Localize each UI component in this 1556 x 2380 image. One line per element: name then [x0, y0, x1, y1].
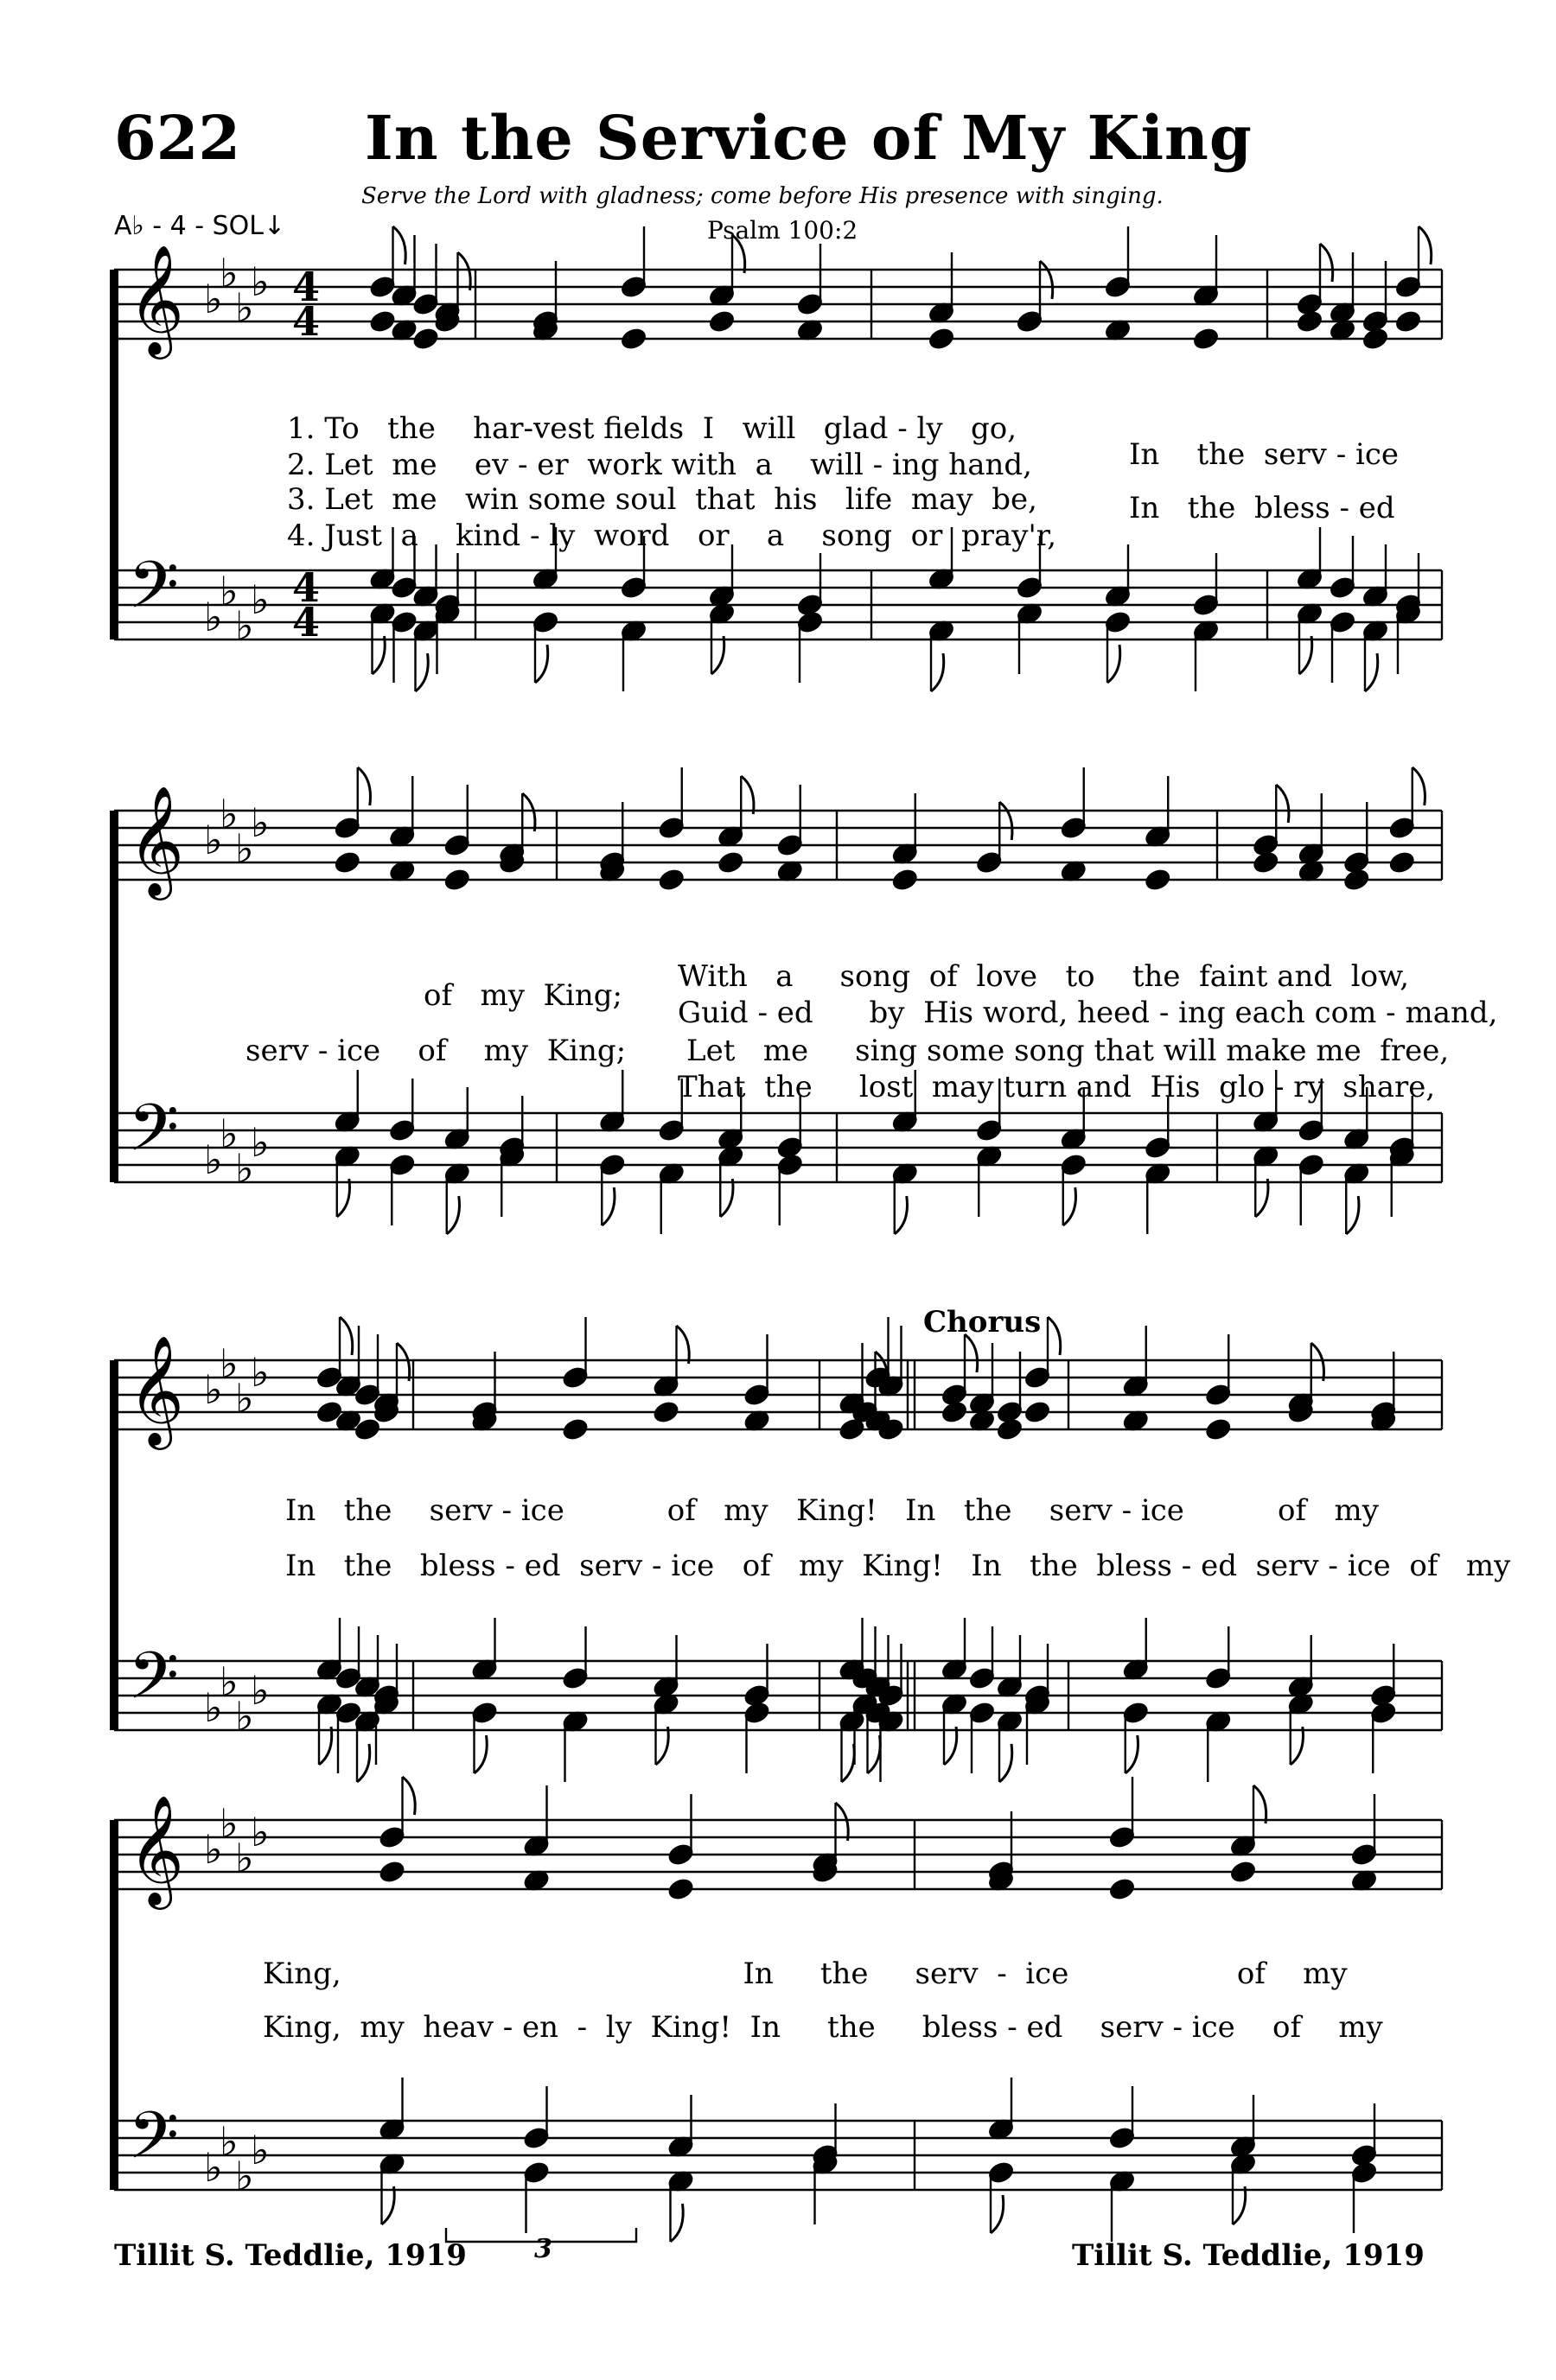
- note-head: [1343, 868, 1370, 891]
- flat-sign: ♭: [220, 568, 239, 614]
- flat-sign: ♭: [235, 825, 254, 872]
- note-flag: [1413, 767, 1425, 805]
- flat-sign: ♭: [220, 1110, 239, 1157]
- lyric-refrain-a-line-2: of my King;: [424, 978, 622, 1013]
- note-flag: [357, 1744, 370, 1782]
- note-flag: [358, 767, 371, 805]
- note-head: [369, 309, 396, 333]
- flat-sign: ♭: [251, 1667, 270, 1714]
- note-flag: [741, 776, 754, 814]
- note-head: [1024, 1400, 1050, 1423]
- treble-clef: 𝄞: [128, 244, 185, 354]
- bass-clef: 𝄢: [128, 547, 180, 640]
- note-head: [996, 1417, 1023, 1441]
- note-head: [941, 1400, 967, 1423]
- flat-sign: ♭: [220, 250, 239, 296]
- lyric-verse-2-line-2: Guid - ed by His word, heed - ing each com - mand,: [678, 996, 1498, 1030]
- note-head: [653, 1400, 679, 1423]
- note-flag: [1126, 1735, 1138, 1773]
- time-signature: 4: [292, 298, 321, 345]
- author-credit: Tillit S. Teddlie, 1919: [1072, 2238, 1425, 2273]
- note-flag: [1419, 226, 1432, 264]
- flat-sign: ♭: [251, 2127, 270, 2173]
- note-flag: [1311, 1343, 1324, 1381]
- flat-sign: ♭: [204, 1826, 223, 1873]
- note-flag: [868, 1735, 881, 1773]
- note-head: [334, 850, 360, 874]
- hymn-number: 622: [114, 102, 241, 174]
- flat-sign: ♭: [235, 284, 254, 331]
- lyric-verse-4-line-2: That the lost may turn and His glo - ry share,: [678, 1070, 1436, 1104]
- flat-sign: ♭: [204, 2144, 223, 2191]
- note-head: [562, 1417, 589, 1441]
- flat-sign: ♭: [251, 576, 270, 623]
- lyric-refrain-b-line-1: In the bless - ed: [1129, 491, 1395, 525]
- note-flag: [991, 2195, 1004, 2233]
- note-flag: [397, 1343, 410, 1381]
- flat-sign: ♭: [204, 1136, 223, 1183]
- note-head: [1394, 309, 1421, 333]
- treble-clef: 𝄞: [128, 785, 185, 895]
- note-head: [1108, 1877, 1135, 1900]
- composer-credit: Tillit S. Teddlie, 1919: [114, 2238, 467, 2273]
- note-head: [1229, 1860, 1256, 1883]
- flat-sign: ♭: [235, 1835, 254, 1881]
- note-head: [1296, 309, 1323, 333]
- flat-sign: ♭: [204, 817, 223, 863]
- lyric-chorus-line-2a: King, In the serv - ice of my: [263, 1957, 1348, 1991]
- note-head: [708, 309, 735, 333]
- flat-sign: ♭: [204, 1366, 223, 1413]
- flat-sign: ♭: [251, 1349, 270, 1396]
- flat-sign: ♭: [235, 1145, 254, 1192]
- note-flag: [965, 1334, 978, 1372]
- note-head: [1192, 327, 1219, 350]
- note-flag: [656, 1727, 669, 1765]
- note-flag: [1365, 653, 1378, 691]
- note-head: [667, 1877, 694, 1900]
- lyric-chorus-line-2b: King, my heav - en - ly King! In the bless - ed serv - ice of my: [263, 2010, 1383, 2045]
- note-head: [412, 327, 439, 350]
- time-signature: 4: [292, 264, 321, 310]
- lyric-verse-1-line-2: With a song of love to the faint and low,: [678, 959, 1409, 994]
- note-flag: [1320, 244, 1333, 282]
- note-flag: [535, 645, 548, 683]
- note-flag: [447, 1196, 460, 1234]
- note-flag: [1346, 1196, 1359, 1234]
- note-head: [379, 1860, 405, 1883]
- flat-sign: ♭: [251, 1809, 270, 1855]
- scripture-reference: Psalm 100:2: [707, 216, 858, 245]
- note-flag: [1048, 1317, 1061, 1355]
- flat-sign: ♭: [220, 1658, 239, 1705]
- note-flag: [999, 1744, 1012, 1782]
- bass-clef: 𝄢: [128, 1090, 180, 1182]
- hymn-title: In the Service of My King: [365, 102, 1253, 174]
- note-head: [717, 850, 744, 874]
- flat-sign: ♭: [235, 2153, 254, 2199]
- note-flag: [720, 1179, 733, 1217]
- note-flag: [944, 1727, 957, 1765]
- note-flag: [1276, 785, 1289, 823]
- note-head: [1388, 850, 1415, 874]
- note-head: [1205, 1417, 1232, 1441]
- key-info: A♭ - 4 - SOL↓: [114, 211, 286, 241]
- note-flag: [1291, 1727, 1304, 1765]
- note-head: [1145, 868, 1171, 891]
- note-flag: [677, 1326, 690, 1364]
- time-signature: 4: [292, 564, 321, 611]
- note-flag: [382, 2186, 395, 2224]
- lyric-verse-3-line-2: Let me sing some song that will make me free,: [686, 1034, 1450, 1068]
- note-flag: [711, 636, 724, 674]
- flat-sign: ♭: [220, 791, 239, 837]
- flat-sign: ♭: [220, 1800, 239, 1847]
- note-flag: [416, 653, 429, 691]
- epigraph: Serve the Lord with gladness; come before His presence with singing.: [361, 183, 1164, 209]
- treble-clef: 𝄞: [128, 1794, 185, 1905]
- chorus-label: Chorus: [923, 1305, 1042, 1340]
- note-flag: [602, 1187, 615, 1225]
- bass-clef: 𝄢: [128, 2097, 180, 2190]
- note-flag: [403, 1777, 416, 1815]
- flat-sign: ♭: [235, 1693, 254, 1740]
- note-flag: [1107, 645, 1120, 683]
- flat-sign: ♭: [204, 276, 223, 322]
- note-flag: [340, 1317, 353, 1355]
- flat-sign: ♭: [235, 1375, 254, 1422]
- flat-sign: ♭: [251, 799, 270, 846]
- note-flag: [1253, 1785, 1266, 1823]
- lyric-verse-4-line-1: 4. Just a kind - ly word or a song or pray'r,: [287, 519, 1057, 553]
- lyric-refrain-a-line-1: In the serv - ice: [1129, 437, 1400, 472]
- note-flag: [475, 1735, 488, 1773]
- lyric-verse-2-line-1: 2. Let me ev - er work with a will - ing hand,: [287, 448, 1032, 482]
- note-flag: [895, 1196, 908, 1234]
- note-flag: [1063, 1187, 1076, 1225]
- note-head: [1253, 850, 1279, 874]
- lyric-verse-1-line-1: 1. To the har-vest fields I will glad - ly go,: [287, 411, 1017, 446]
- note-flag: [1299, 636, 1312, 674]
- flat-sign: ♭: [220, 1340, 239, 1387]
- note-head: [1362, 327, 1388, 350]
- note-flag: [671, 2204, 684, 2242]
- note-head: [443, 868, 470, 891]
- bass-clef: 𝄢: [128, 1638, 180, 1730]
- note-flag: [337, 1179, 350, 1217]
- note-flag: [373, 636, 386, 674]
- note-flag: [931, 653, 944, 691]
- flat-sign: ♭: [204, 594, 223, 640]
- note-flag: [732, 235, 745, 273]
- lyric-verse-3-line-1: 3. Let me win some soul that his life may be,: [287, 482, 1037, 517]
- note-head: [891, 868, 918, 891]
- note-flag: [1040, 261, 1053, 299]
- note-flag: [393, 226, 406, 264]
- note-flag: [836, 1803, 849, 1841]
- treble-clef: 𝄞: [128, 1334, 185, 1445]
- note-flag: [458, 252, 471, 290]
- flat-sign: ♭: [220, 2118, 239, 2165]
- note-flag: [999, 802, 1012, 840]
- flat-sign: ♭: [251, 1119, 270, 1166]
- note-flag: [842, 1744, 855, 1782]
- note-head: [620, 327, 647, 350]
- flat-sign: ♭: [235, 602, 254, 649]
- time-signature: 4: [292, 599, 321, 646]
- lyric-chorus-line-1a: In the serv - ice of my King! In the serv - ice of my: [285, 1493, 1379, 1528]
- note-flag: [319, 1727, 332, 1765]
- note-flag: [522, 793, 535, 831]
- lyric-chorus-line-1b: In the bless - ed serv - ice of my King! In the bless - ed serv - ice of my: [285, 1549, 1511, 1583]
- note-flag: [1233, 2186, 1246, 2224]
- note-head: [658, 868, 685, 891]
- flat-sign: ♭: [204, 1684, 223, 1731]
- note-head: [928, 327, 954, 350]
- triplet-number: 3: [534, 2234, 552, 2264]
- flat-sign: ♭: [251, 258, 270, 305]
- note-flag: [1255, 1179, 1268, 1217]
- lyric-refrain-b-line-2: serv - ice of my King;: [246, 1034, 627, 1068]
